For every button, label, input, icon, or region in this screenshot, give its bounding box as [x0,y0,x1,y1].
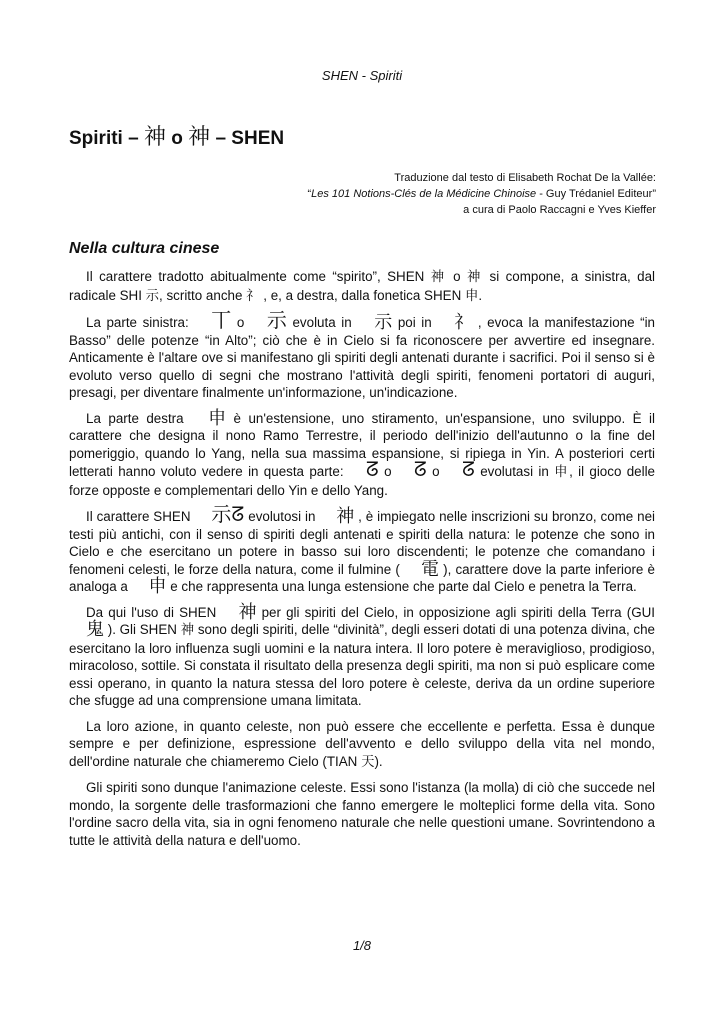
glyph-shen: 申 [208,407,227,429]
character-shen: 神 [180,623,195,638]
character-shen-phonetic: 申 [464,288,479,304]
text-run: . [478,287,483,303]
glyph-shen: 神 [238,601,257,623]
text-run: , e, a destra, dalla fonetica SHEN [259,287,465,303]
glyph-shen-phonetic: 申 [148,576,167,597]
ancient-glyph-spiral-3: ᘔ [461,457,475,481]
text-run: Il carattere tradotto abitualmente come “spirito”, SHEN [86,269,431,284]
character-shen-variant: 神 [467,270,484,285]
paragraph-3 [69,407,656,500]
text-run: sono degli spiriti, delle “divinità”, degli esseri dotati di una potenza divina, che esercitano la loro influenza sugli uomini e la natura intera. Il loro potere è meraviglioso, prodigioso, miracoloso, sottile. Si constata il risultato della presenza degli spiriti, ma non si può esplicare come essi operano, in quanto la natura stessa del loro potere è celeste, deriva da un ordine superiore che sfugge ad una comprensione umana limitata. [69,622,655,708]
page-number: 1/8 [352,938,372,953]
translation-credits [307,170,656,218]
paragraph-6 [69,718,655,772]
paragraph-2 [69,308,655,402]
text-run: o [231,315,250,330]
paragraph-7: Gli spiriti sono dunque l'animazione celeste. Essi sono l'istanza (la molla) di ciò che succede nel mondo, la sorgente delle trasformazioni che fanno emergere le molteplici forme della vita. Sono l'ordine sacro della vita, sia in ogni fenomeno naturale che nelle questioni umane. Sovrintendono a tutte le attività della natura e dell'uomo. [69,780,655,848]
body-text [69,268,655,857]
text-run: o [446,269,468,284]
text-run: La parte sinistra: [86,315,195,330]
paragraph-5 [69,601,655,710]
title-text: Spiriti – [69,128,144,149]
text-run: evolutasi in [474,464,555,479]
text-run: o [378,464,397,479]
character-shi-radical: 礻 [246,288,260,304]
text-run: ). Gli SHEN [104,622,181,637]
paragraph-1 [69,268,655,305]
credits-line-3: a cura di Paolo Raccagni e Yves Kieffer [463,204,656,216]
title-text-shen: – SHEN [210,128,285,149]
glyph-lightning: 電 [420,558,439,580]
credits-line-2 [307,186,656,202]
glyph-shi-radical: 礻 [454,312,473,333]
ancient-glyph-spiral-1: ᘔ [365,457,379,481]
glyph-gui: 鬼 [86,619,104,640]
paragraph-4 [69,502,655,597]
glyph-shi: 示 [374,312,393,333]
text-run: , è impiegato nelle inscrizioni su bronzo, come nei testi più antichi, con il senso di spiriti degli antenati e spiriti della natura: le potenze che sono in Cielo e che esercitano un potere in basso sui loro discendenti; le potenze che comandano i fenomeni celesti, le forze della natura, come il fulmine ( [69,509,655,577]
text-run: per gli spiriti del Cielo, in opposizione agli spiriti della Terra (GUI [256,604,655,620]
text-run: si compone, a sinistra, dal radicale SHI [69,269,656,303]
text-run: e che rappresenta una lunga estensione che parte dal Cielo e penetra la Terra. [166,579,637,594]
title-text-or: o [165,128,189,149]
character-shen: 神 [430,270,447,285]
running-header: SHEN - Spiriti [321,68,403,83]
text-run: La parte destra [86,410,192,426]
glyph-shen-modern: 神 [336,506,355,527]
ancient-glyph-spiral-2: ᘔ [413,457,427,481]
text-run: o [426,464,445,479]
text-run: poi in [392,315,438,330]
text-run: La loro azione, in quanto celeste, non può essere che eccellente e perfetta. Essa è dunque sempre e per definizione, espressione dell'avvento e dello sviluppo della vita nel mondo, dell'ordine naturale che chiameremo Cielo (TIAN [69,718,655,769]
character-tian: 天 [361,754,375,770]
character-shen-phonetic: 申 [554,465,570,480]
credits-quote: “ [307,188,312,200]
text-run: è un'estensione, uno stiramento, un'espansione, uno sviluppo. È il carattere che designa il nono Ramo Terrestre, il periodo dell'inizio dell'autunno o la fine del pomeriggio, quando lo Yang, nella sua massima espansione, si ripiega in Yin. A posteriori certi letterati hanno voluto vedere in questa parte: [69,410,656,479]
title-char-shen-1: 神 [143,125,166,150]
text-run: , evoca la manifestazione “in Basso” delle potenze “in Alto”; ciò che è in Cielo si fa riconoscere per avvertire ed insegnare. Anticamente è l'altare ove si manifestano gli spiriti degli antenati durante i sacrifici. Poi il senso si è evoluto verso quello di segni che mostrano l'attività degli spiriti, fenomeni portatori di auguri, presagi, per diventare finalmente un'informazione, un'indicazione. [69,315,655,400]
text-run: ), carattere dove la parte inferiore è analoga a [69,561,655,594]
ancient-glyph-altar-2: 示 [266,308,287,332]
text-run: Il carattere SHEN [86,509,195,524]
book-title: Les 101 Notions-Clés de la Médicine Chinoise [311,188,537,200]
text-run: evolutosi in [244,509,320,524]
section-title: Nella cultura cinese [69,240,220,257]
text-run: , il gioco delle forze opposte e complementari dello Yin e dello Yang. [69,464,656,498]
text-run: Da qui l'uso di SHEN [86,604,222,620]
page-title [69,120,284,151]
publisher: - Guy Trédaniel Editeur” [536,188,656,200]
character-shi: 示 [145,288,160,304]
ancient-glyph-altar: 丅 [211,308,232,332]
title-char-shen-2: 神 [188,125,211,150]
text-run: ). [374,753,383,769]
credits-line-1: Traduzione dal testo di Elisabeth Rochat De la Vallée: [394,172,656,184]
ancient-glyph-shen-bronze: 示ᘔ [211,502,245,526]
text-run: evoluta in [286,315,358,330]
text-run: , scritto anche [159,287,247,303]
